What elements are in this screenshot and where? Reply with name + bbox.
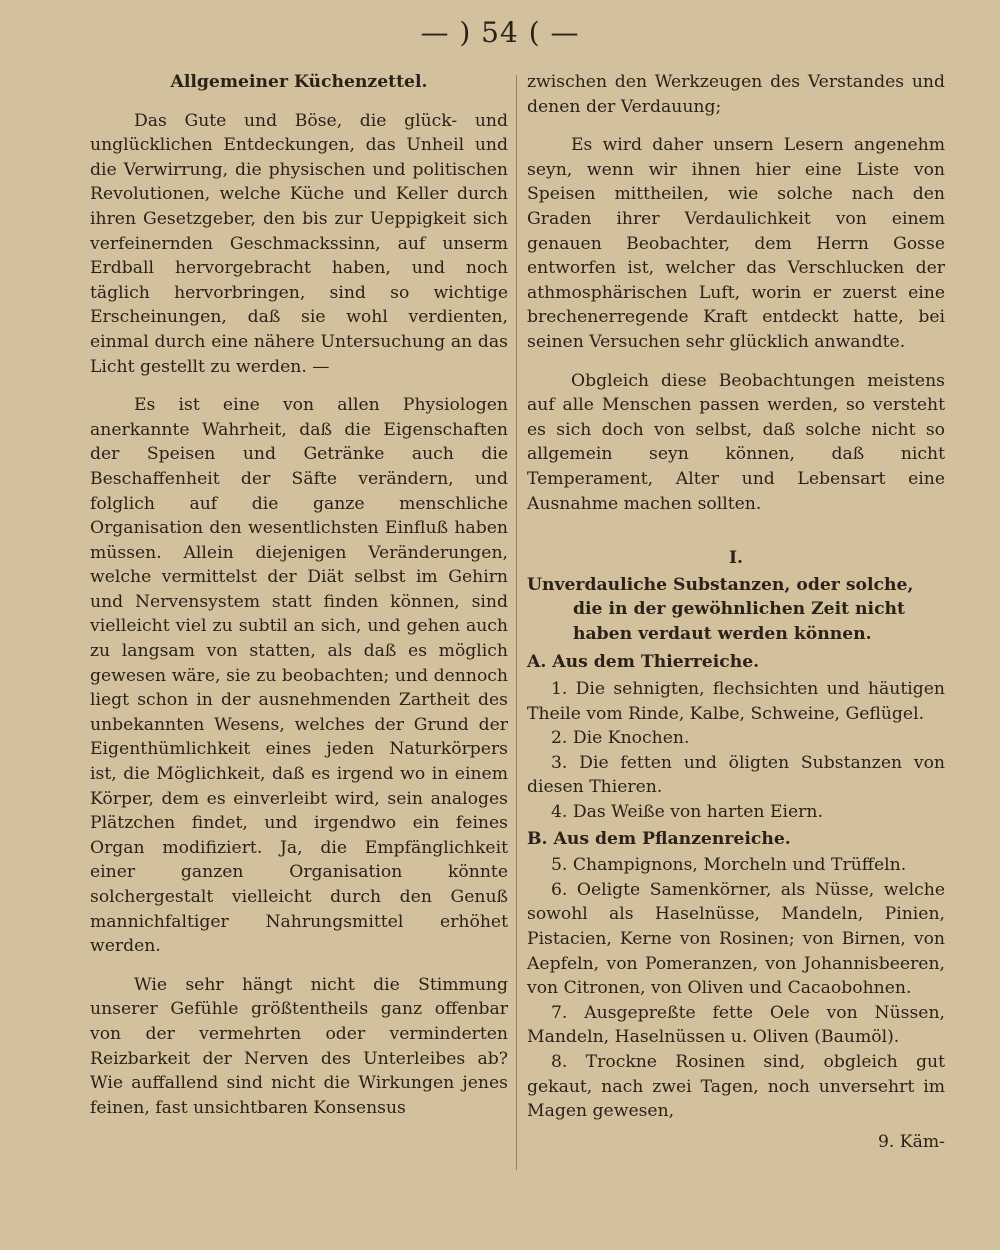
list-item: 7. Ausgepreßte fette Oele von Nüssen, Mandeln, Haselnüssen u. Oliven (Baumöl). [527, 1002, 945, 1048]
column-divider [516, 75, 517, 1170]
list-item: 8. Trockne Rosinen sind, obgleich gut gekaut, nach zwei Tagen, noch unversehrt im Magen gewesen, [527, 1051, 945, 1122]
list-item: 4. Das Weiße von harten Eiern. [551, 802, 823, 823]
subsection-heading: B. Aus dem Pflanzenreiche. [527, 828, 791, 849]
paragraph: zwischen den Werkzeugen des Verstandes und denen der Verdauung; [527, 72, 945, 117]
list-item: 3. Die fetten und öligten Substanzen von diesen Thieren. [527, 752, 945, 798]
paragraph: Wie sehr hängt nicht die Stimmung unserer Gefühle größtentheils ganz offenbar von der vermehrten oder verminderten Reizbarkeit der Nerven des Unterleibes ab? Wie auffallend sind nicht die Wirkungen jenes feinen, fast unsichtbaren Konsensus [90, 974, 508, 1118]
paragraph: Obgleich diese Beobachtungen meistens auf alle Menschen passen werden, so versteht es sich doch von selbst, daß solche nicht so allgemein seyn können, daß nicht Temperament, Alter und Lebensart eine Ausnahme machen sollten. [527, 370, 945, 514]
subsection-heading: A. Aus dem Thierreiche. [527, 652, 760, 673]
list-item: 5. Champignons, Morcheln und Trüffeln. [551, 855, 907, 876]
list-item: 6. Oeligte Samenkörner, als Nüsse, welche sowohl als Haselnüsse, Mandeln, Pinien, Pistacien, Kerne von Rosinen; von Birnen, von Aepfeln, von Pomeranzen, von Johannisbeeren, von Citronen, von Oliven und Cacaobohnen. [527, 879, 945, 999]
paragraph: Es ist eine von allen Physiologen anerkannte Wahrheit, daß die Eigenschaften der Speisen und Getränke auch die Beschaffenheit der Säfte verändern, und folglich auf die ganze menschliche Organisation den wesentlichsten Einfluß haben müssen. Allein diejenigen Veränderungen, welche vermittelst der Diät selbst im Gehirn und Nervensystem statt finden können, sind vielleicht viel zu subtil an sich, und gehen auch zu langsam von statten, als daß es möglich gewesen wäre, sie zu beobachten; und dennoch liegt schon in der ausnehmenden Zartheit des unbekannten Wesens, welches der Grund der Eigenthümlichkeit eines jeden Naturkörpers ist, die Möglichkeit, daß es irgend wo in einem Körper, dem es einverleibt wird, sein analoges Plätzchen findet, und irgendwo ein feines Organ modifiziert. Ja, die Empfänglichkeit einer ganzen Organisation könnte solchergestalt vielleicht durch den Genuß mannichfaltiger Nahrungsmittel erhöhet werden. [90, 395, 508, 957]
section-number: I. [728, 548, 744, 569]
list-item: 2. Die Knochen. [551, 728, 690, 749]
right-column [527, 70, 945, 1154]
section-title: Unverdauliche Substanzen, oder solche, die in der gewöhnlichen Zeit nicht haben verdaut werden können. [527, 574, 914, 644]
list-item: 1. Die sehnigten, flechsichten und häutigen Theile vom Rinde, Kalbe, Schweine, Geflügel. [527, 679, 945, 724]
paragraph: Es wird daher unsern Lesern angenehm seyn, wenn wir ihnen hier eine Liste von Speisen mittheilen, wie solche nach den Graden ihrer Verdaulichkeit von einem genauen Beobachter, dem Herrn Gosse entworfen ist, welcher das Verschlucken der athmosphärischen Luft, worin er zuerst eine brechenerregende Kraft entdeckt hatte, bei seinen Versuchen sehr glücklich anwandte. [527, 135, 945, 352]
page-number: — ) 54 ( — [420, 16, 580, 49]
paragraph: Das Gute und Böse, die glück- und unglücklichen Entdeckungen, das Unheil und die Verwirrung, die physischen und politischen Revolutionen, welche Küche und Keller durch ihren Gesetzgeber, den bis zur Ueppigkeit sich verfeinernden Geschmackssinn, auf unserm Erdball hervorgebracht haben, und noch täglich hervorbringen, sind so wichtige Erscheinungen, daß sie wohl verdienten, einmal durch eine nähere Untersuchung an das Licht gestellt zu werden. — [90, 110, 508, 377]
article-title: Allgemeiner Küchenzettel. [170, 72, 428, 92]
left-column [90, 70, 508, 1134]
catchword: 9. Käm- [877, 1131, 945, 1152]
